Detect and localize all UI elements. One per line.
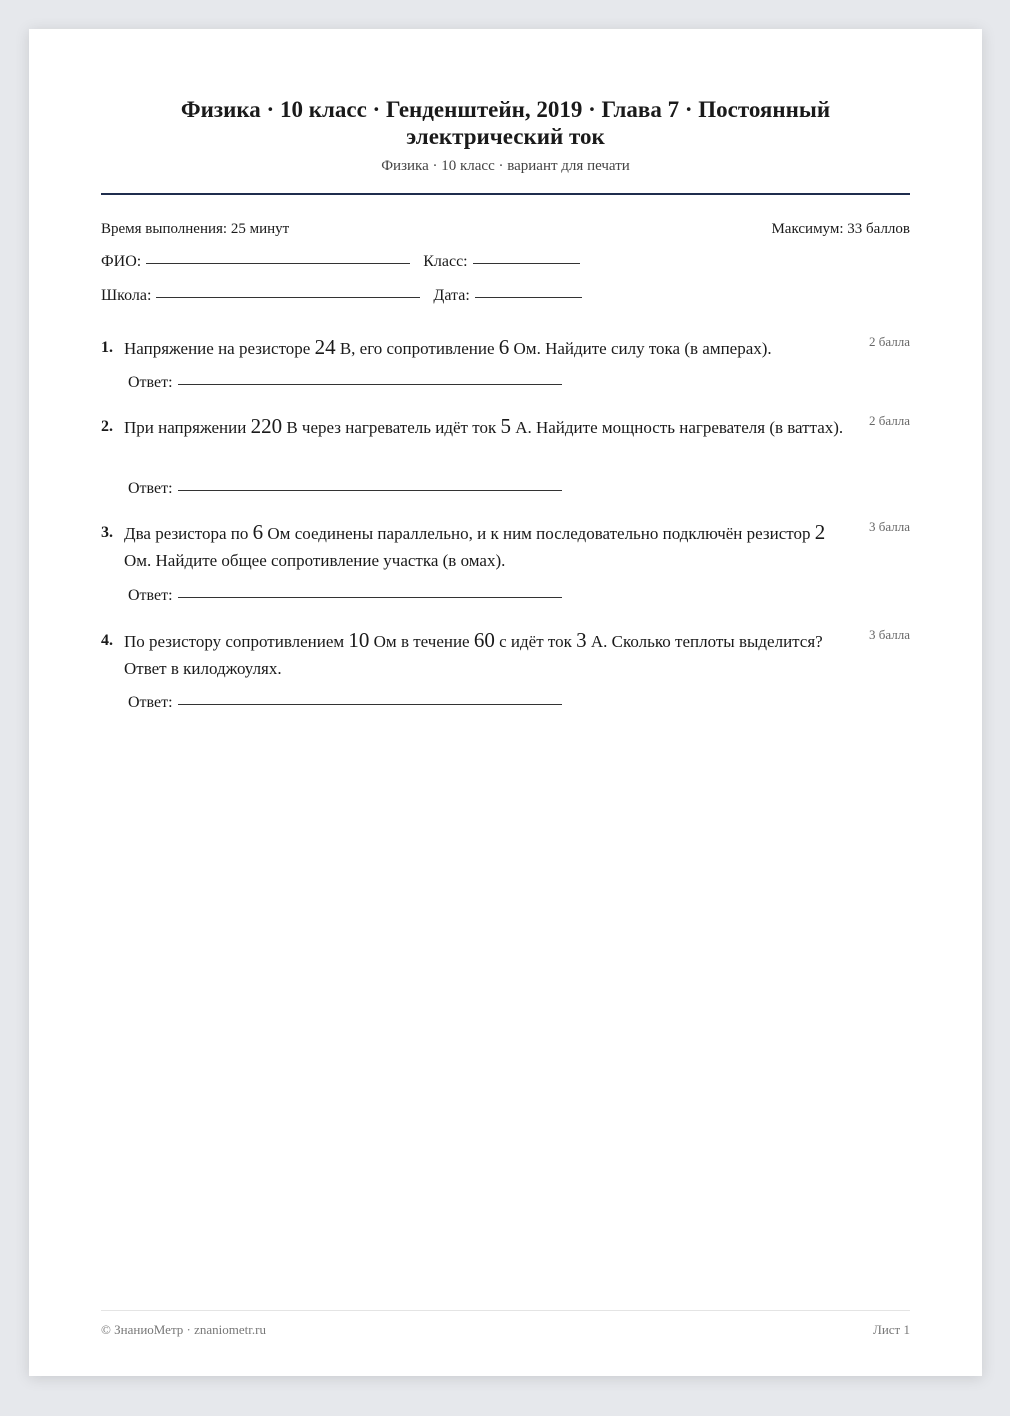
number-part: 6 (498, 335, 510, 359)
question-points: 3 балла (869, 627, 910, 642)
text-part: В через нагреватель идёт ток (282, 418, 501, 437)
text-part: с идёт ток (494, 632, 577, 651)
page-footer (101, 1322, 910, 1338)
question-number: 4. (101, 632, 113, 649)
class-input[interactable] (473, 262, 580, 264)
answer-label: Ответ: (128, 587, 173, 604)
page-number: Лист 1 (873, 1322, 910, 1337)
number-part: 3 (576, 628, 587, 652)
question-points: 3 балла (869, 519, 910, 534)
worksheet-page (29, 29, 982, 1376)
answer-label: Ответ: (128, 694, 173, 711)
answer-row-3 (128, 587, 562, 605)
question-number: 1. (101, 339, 113, 356)
text-part: По резистору сопротивлением (124, 632, 349, 651)
answer-row-4 (128, 694, 562, 712)
text-part: Ом. Найдите силу тока (в амперах). (509, 339, 772, 358)
question-text (124, 413, 852, 441)
question-points: 2 балла (869, 334, 910, 349)
question-number: 2. (101, 418, 113, 435)
text-part: А. Найдите мощность нагревателя (в ваттах). (510, 418, 844, 437)
answer-input[interactable] (178, 596, 562, 598)
fio-label: ФИО: (101, 253, 142, 270)
footer-divider (101, 1310, 910, 1311)
time-limit: Время выполнения: 25 минут (101, 221, 290, 237)
answer-label: Ответ: (128, 374, 173, 391)
text-part: В, его сопротивление (335, 339, 499, 358)
number-part: 60 (473, 628, 495, 652)
text-part: Ом соединены параллельно, и к ним последовательно подключён резистор (263, 524, 815, 543)
school-label: Школа: (101, 287, 152, 304)
max-score: Максимум: 33 баллов (771, 221, 910, 237)
answer-label: Ответ: (128, 480, 173, 497)
page-title: Физика · 10 класс · Генденштейн, 2019 · Глава 7 · Постоянный электрический ток (180, 97, 831, 149)
answer-row-1 (128, 374, 562, 392)
fio-input[interactable] (146, 262, 410, 264)
number-part: 5 (500, 414, 511, 438)
date-input[interactable] (475, 296, 582, 298)
text-part: Ом в течение (369, 632, 474, 651)
page-content (101, 29, 910, 1376)
number-part: 6 (252, 520, 264, 544)
number-part: 10 (348, 628, 370, 652)
number-part: 220 (250, 414, 283, 438)
page-subtitle: Физика · 10 класс · вариант для печати (381, 158, 630, 174)
answer-input[interactable] (178, 383, 562, 385)
class-label: Класс: (423, 253, 468, 270)
question-points: 2 балла (869, 413, 910, 428)
number-part: 2 (814, 520, 826, 544)
school-input[interactable] (156, 296, 420, 298)
question-text (124, 627, 852, 682)
text-part: Два резистора по (124, 524, 253, 543)
answer-input[interactable] (178, 489, 562, 491)
text-part: Напряжение на резисторе (124, 339, 315, 358)
student-fields-row-2 (101, 287, 910, 305)
text-part: При напряжении (124, 418, 251, 437)
text-part: Ом. Найдите общее сопротивление участка (в омах). (124, 551, 506, 570)
answer-row-2 (128, 480, 562, 498)
answer-input[interactable] (178, 703, 562, 705)
text-part: А. Сколько теплоты выделится? Ответ в килоджоулях. (124, 632, 823, 678)
copyright: © ЗнаниоМетр · znaniometr.ru (101, 1322, 266, 1337)
header-divider (101, 193, 910, 195)
question-text (124, 334, 852, 362)
meta-row (101, 221, 910, 238)
number-part: 24 (314, 335, 336, 359)
question-number: 3. (101, 524, 113, 541)
question-text (124, 519, 852, 574)
date-label: Дата: (433, 287, 470, 304)
student-fields-row-1 (101, 253, 910, 271)
